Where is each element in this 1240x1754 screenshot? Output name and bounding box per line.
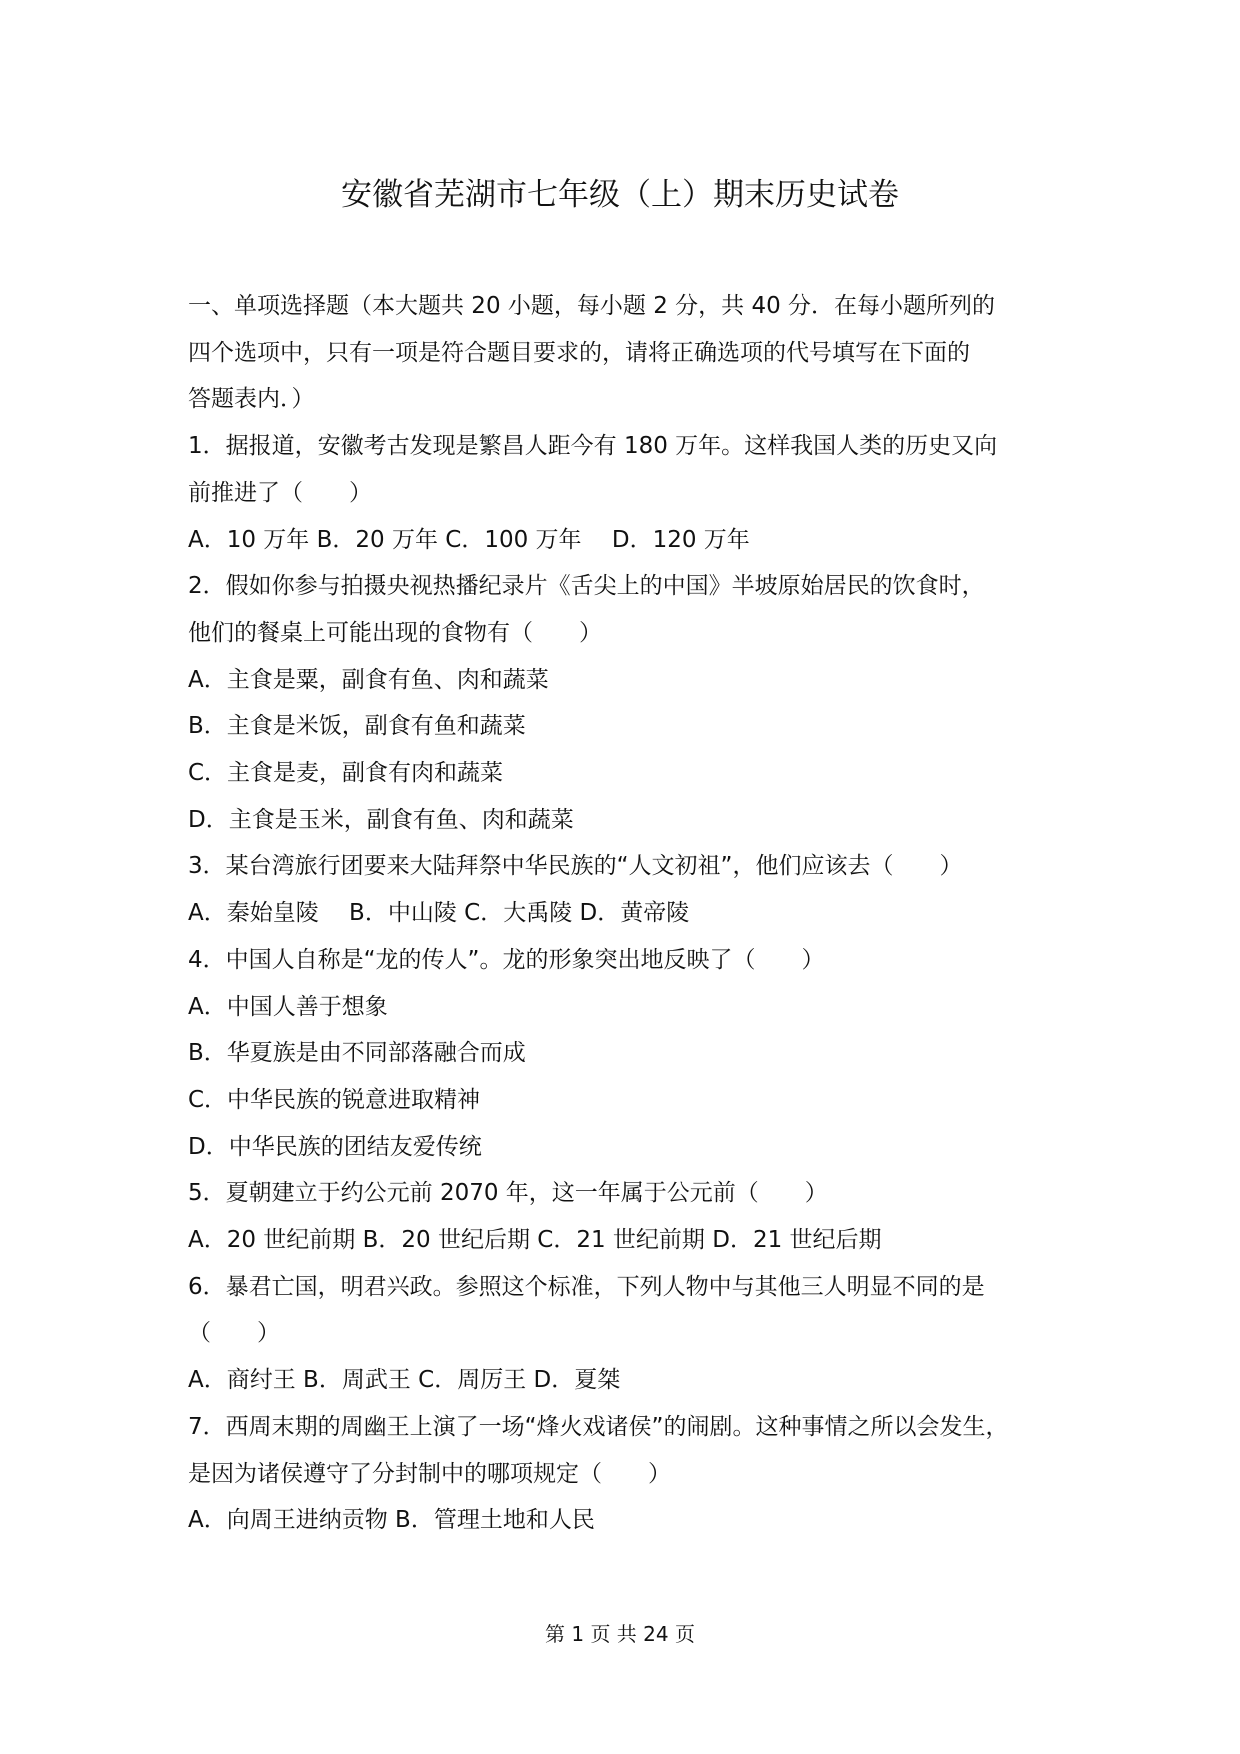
question-1: 前推进了（ ） [188,479,372,506]
question-3: 3．某台湾旅行团要来大陆拜祭中华民族的“人文初祖”，他们应该去（ ） [188,853,963,880]
question-1: 1．据报道，安徽考古发现是繁昌人距今有 180 万年。这样我国人类的历史又向 [188,433,998,460]
document-title: 安徽省芜湖市七年级（上）期末历史试卷 [341,177,899,213]
page-footer: 第 1 页 共 24 页 [545,1622,695,1646]
question-2: 2．假如你参与拍摄央视热播纪录片《舌尖上的中国》半坡原始居民的饮食时， [188,573,985,600]
question-5-options: A．20 世纪前期 B．20 世纪后期 C．21 世纪前期 D．21 世纪后期 [188,1227,882,1254]
question-2-option-a: A．主食是粟，副食有鱼、肉和蔬菜 [188,666,549,693]
section-heading: 答题表内．） [188,386,315,413]
question-7: 7．西周末期的周幽王上演了一场“烽火戏诸侯”的闹剧。这种事情之所以会发生， [188,1413,1009,1440]
question-6: 6．暴君亡国，明君兴政。参照这个标准，下列人物中与其他三人明显不同的是 [188,1273,985,1300]
question-4-option-a: A．中国人善于想象 [188,993,388,1020]
question-2-option-c: C．主食是麦，副食有肉和蔬菜 [188,760,504,787]
question-6-options: A．商纣王 B．周武王 C．周厉王 D．夏桀 [188,1367,621,1394]
section-heading: 四个选项中，只有一项是符合题目要求的，请将正确选项的代号填写在下面的 [188,339,970,366]
question-6: （ ） [188,1320,280,1347]
question-4-option-b: B．华夏族是由不同部落融合而成 [188,1040,526,1067]
question-4: 4．中国人自称是“龙的传人”。龙的形象突出地反映了（ ） [188,946,825,973]
question-5: 5．夏朝建立于约公元前 2070 年，这一年属于公元前（ ） [188,1180,828,1207]
question-7: 是因为诸侯遵守了分封制中的哪项规定（ ） [188,1460,671,1487]
question-2-option-d: D．主食是玉米，副食有鱼、肉和蔬菜 [188,806,574,833]
question-4-option-d: D．中华民族的团结友爱传统 [188,1133,482,1160]
question-1-options: A．10 万年 B．20 万年 C．100 万年 D．120 万年 [188,526,750,553]
question-4-option-c: C．中华民族的锐意进取精神 [188,1086,481,1113]
question-3-options: A．秦始皇陵 B．中山陵 C．大禹陵 D．黄帝陵 [188,900,690,927]
question-2-option-b: B．主食是米饭，副食有鱼和蔬菜 [188,713,526,740]
section-heading: 一、单项选择题（本大题共 20 小题，每小题 2 分，共 40 分．在每小题所列的 [188,293,996,319]
document-body [188,283,1088,1544]
question-2: 他们的餐桌上可能出现的食物有（ ） [188,619,602,646]
question-7-options: A．向周王进纳贡物 B．管理土地和人民 [188,1507,595,1534]
